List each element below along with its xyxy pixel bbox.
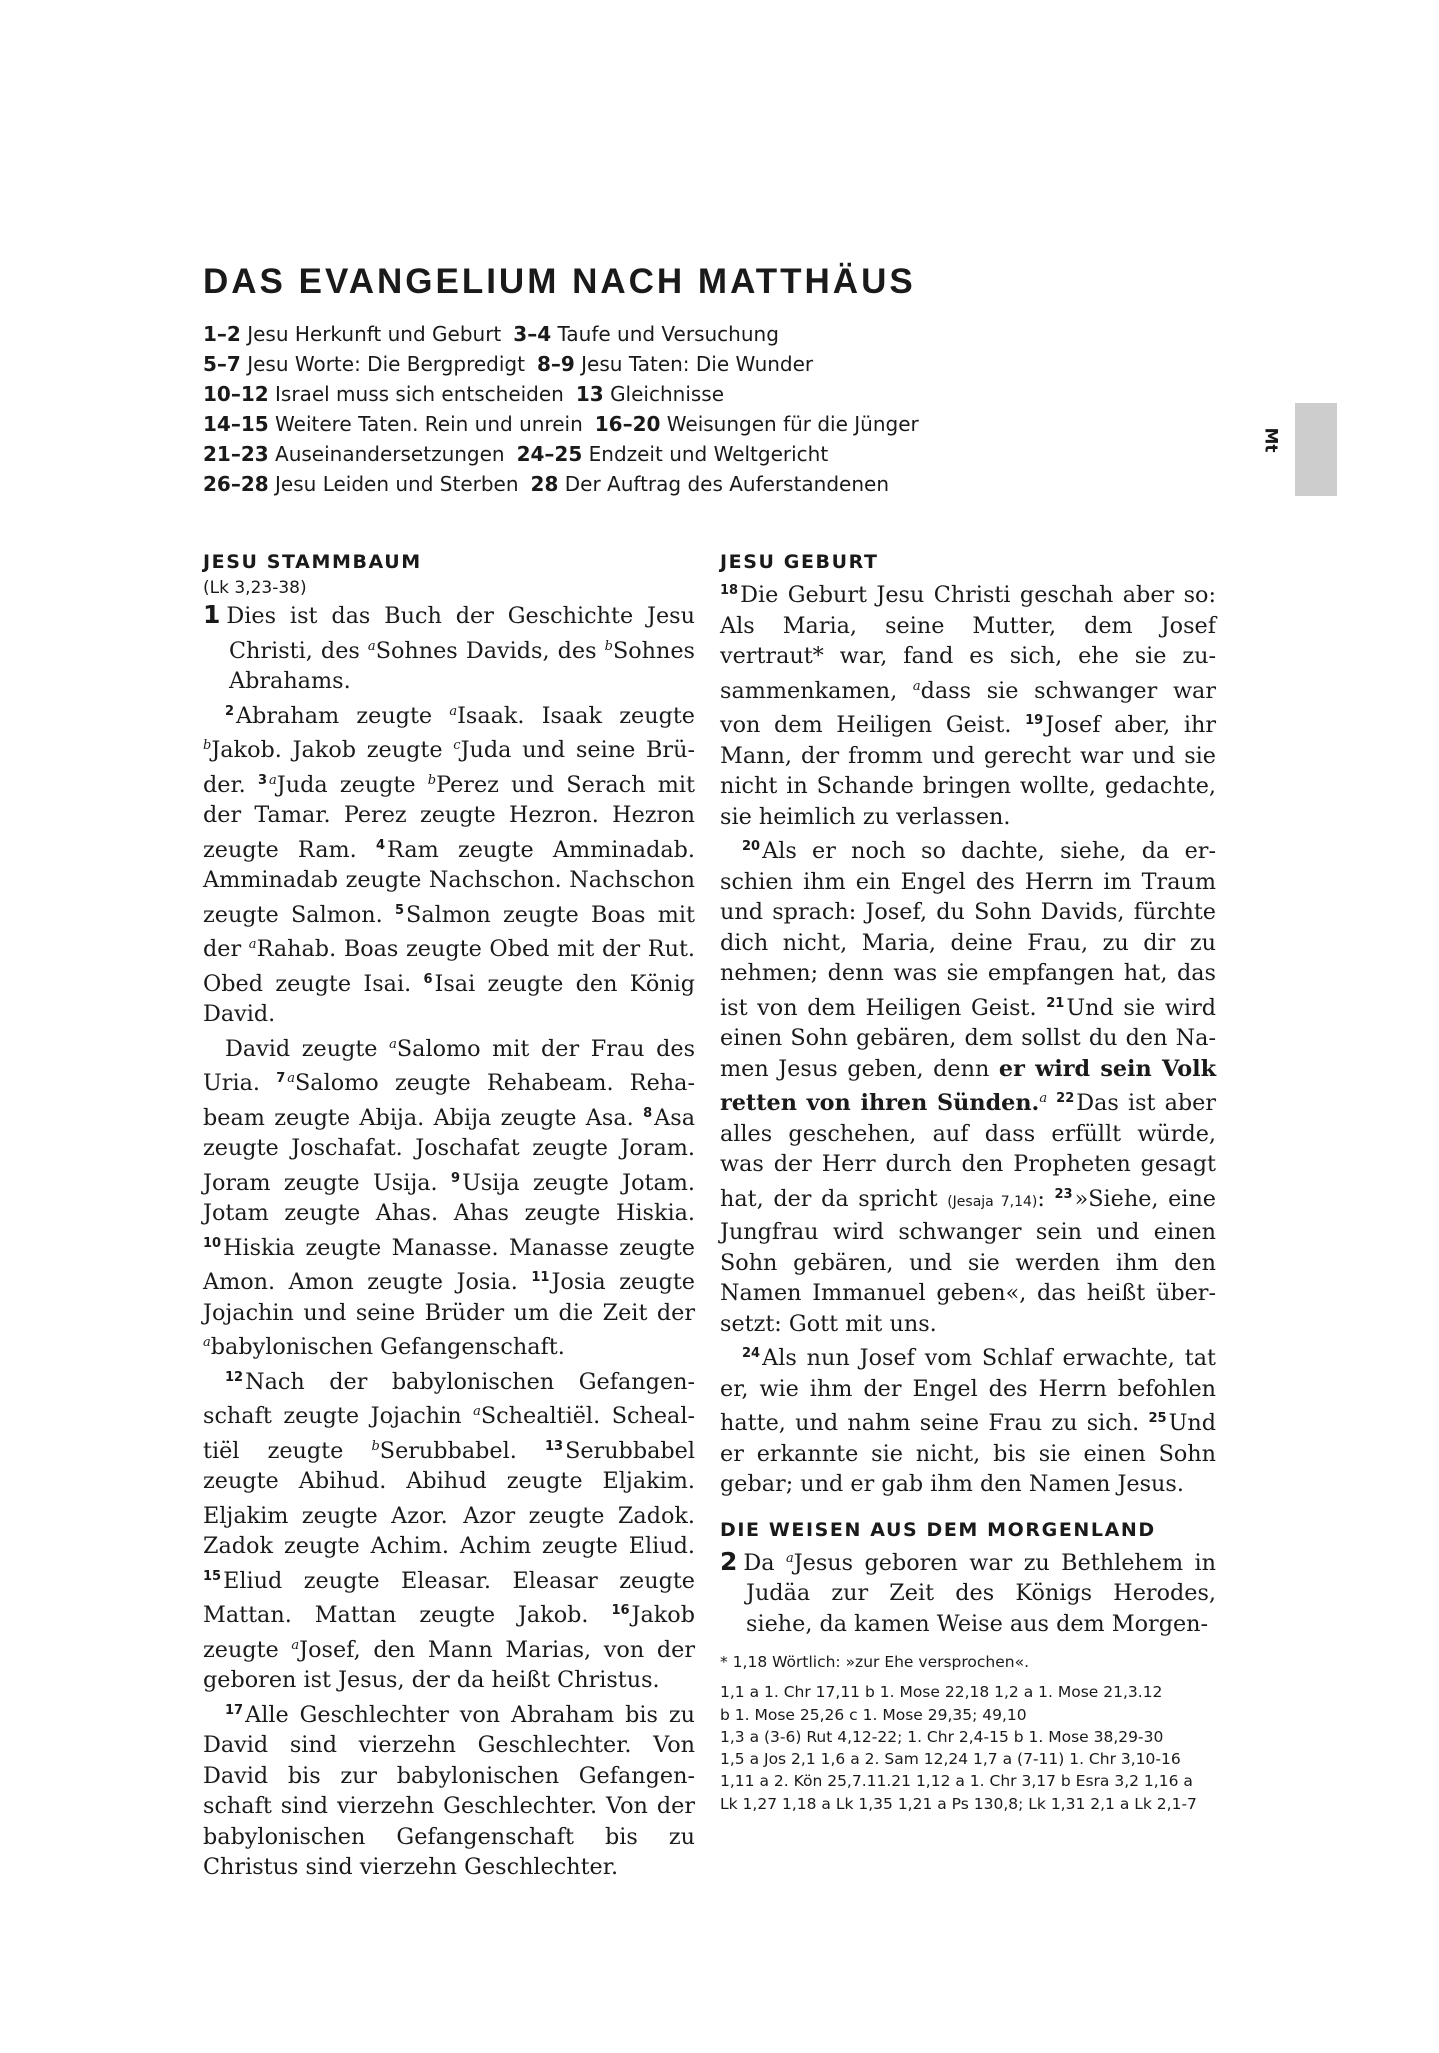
cross-reference-line: Lk 1,27 1,18 a Lk 1,35 1,21 a Ps 130,8; Lk 1,31 2,1 a Lk 2,1-7 <box>720 1794 1197 1813</box>
overview-topic: Weisungen für die Jünger <box>666 412 919 436</box>
verse-text: Eliud zeugte Eleasar. Eleasar zeugte Mattan. Mattan zeugte Jakob. <box>203 1567 695 1628</box>
verse-text: Sohnes Davids, des <box>375 637 605 664</box>
cross-reference-line: 1,5 a Jos 2,1 1,6 a 2. Sam 12,24 1,7 a (7-11) 1. Chr 3,10-16 <box>720 1750 1181 1769</box>
overview-topic: Gleichnisse <box>610 382 725 406</box>
verse-text: Hiskia zeugte Manasse. Manasse zeugte Amon. Amon zeugte Josia. <box>203 1234 695 1295</box>
verse-text: »Siehe, eine Jungfrau wird schwanger sein und einen Sohn gebären, und sie werden ihm den Namen Immanuel geben«, das heißt übersetzt: Gott mit uns. <box>720 1185 1216 1337</box>
verse-text: Da <box>743 1549 786 1576</box>
verse-text: Rahab. Boas zeugte Obed mit der Rut. Obed zeugte Isai. <box>203 936 695 997</box>
overview-range: 28 <box>530 472 559 496</box>
cross-reference-line: 1,3 a (3-6) Rut 4,12-22; 1. Chr 2,4-15 b 1. Mose 38,29-30 <box>720 1727 1164 1746</box>
verse-paragraph <box>720 1339 1216 1500</box>
verse-paragraph <box>720 576 1216 832</box>
left-column <box>203 548 695 1883</box>
verse-text: Serubbabel. <box>379 1437 545 1464</box>
verse-text: Als er noch so dachte, siehe, da erschien ihm ein Engel des Herrn im Traum und sprach: Josef, du Sohn Davids, fürchte dich nicht, Maria, deine Frau, zu dir zu nehmen; denn was sie empfangen hat, das ist von dem Heiligen Geist. <box>720 838 1216 1021</box>
verse-text: Ram zeugte Amminadab. Amminadab zeugte Nachschon. Nachschon zeugte Salmon. <box>203 836 695 928</box>
verse-paragraph <box>720 832 1216 1339</box>
footnote-mark: a <box>269 772 277 788</box>
verse-number: 2 <box>225 703 235 719</box>
footnote-mark: a <box>287 1071 296 1086</box>
verse-text: Juda und seine Brüder. <box>203 737 695 798</box>
verse-paragraph <box>203 600 695 697</box>
verse-number: 7 <box>276 1071 286 1086</box>
overview-row <box>203 319 1003 349</box>
verse-text: Das ist aber alles geschehen, auf dass erfüllt würde, was der Herr durch den Propheten gesagt hat, der da spricht <box>720 1090 1216 1212</box>
overview-topic: Taufe und Versuchung <box>557 322 779 346</box>
verse-number: 15 <box>203 1568 222 1584</box>
verse-text: Alle Geschlechter von Abraham bis zu David sind vierzehn Geschlechter. Von David bis zur babylonischen Gefangenschaft sind vierzehn Geschlechter. Von der babylonischen Gefangenschaft bis zu Christus sind vierzehn Geschlechter. <box>203 1701 695 1880</box>
overview-range: 8–9 <box>536 352 575 376</box>
chapter-number: 2 <box>720 1546 738 1576</box>
overview-range: 16–20 <box>594 412 661 436</box>
verse-text: Nach der babylonischen Gefangenschaft zeugte Jojachin <box>203 1368 695 1429</box>
overview-row <box>203 349 1003 379</box>
verse-text: Perez und Serach mit der Tamar. Perez zeugte Hezron. Hezron zeugte Ram. <box>203 771 695 863</box>
cross-reference-line: 1,1 a 1. Chr 17,11 b 1. Mose 22,18 1,2 a 1. Mose 21,3.12 <box>720 1683 1163 1702</box>
verse-text: Als nun Josef vom Schlaf erwachte, tat er, wie ihm der Engel des Herrn befohlen hatte, und nahm seine Frau zu sich. <box>720 1345 1216 1436</box>
verse-text: Salmon zeugte Boas mit der <box>203 901 695 962</box>
overview-topic: Weitere Taten. Rein und unrein <box>275 412 583 436</box>
verse-paragraph <box>203 1696 695 1883</box>
verse-text: Abraham zeugte <box>236 702 450 729</box>
overview-range: 24–25 <box>516 442 583 466</box>
footnote-mark: a <box>912 678 921 694</box>
verse-text: dass sie schwanger war von dem Heiligen Geist. <box>720 677 1216 738</box>
overview-range: 3–4 <box>513 322 552 346</box>
verse-number: 5 <box>395 902 405 918</box>
verse-number: 3 <box>257 772 268 788</box>
verse-paragraph <box>203 697 695 1030</box>
footnote-mark: a <box>449 703 458 719</box>
verse-text: : <box>1037 1185 1055 1212</box>
verse-number: 17 <box>225 1702 244 1718</box>
verse-text: Serubbabel zeugte Abihud. Abihud zeugte Eljakim. Eljakim zeugte Azor. <box>203 1437 695 1529</box>
footnote-mark: a <box>291 1637 300 1653</box>
verse-number: 4 <box>375 837 386 853</box>
verse-text: Usija zeugte Jotam. Jotam zeugte Ahas. Ahas zeugte Hiskia. <box>203 1169 696 1226</box>
footnote-mark: b <box>604 638 613 654</box>
verse-number: 9 <box>451 1170 461 1186</box>
verse-number: 22 <box>1056 1091 1075 1106</box>
verse-text: Asa zeugte Joschafat. Joschafat zeugte Joram. Joram zeugte Usija. <box>203 1104 695 1196</box>
verse-number: 8 <box>643 1105 653 1121</box>
verse-paragraph <box>720 1544 1216 1640</box>
overview-range: 14–15 <box>203 412 269 436</box>
verse-number: 10 <box>203 1235 222 1251</box>
footnote-mark: a <box>785 1550 794 1566</box>
verse-number: 18 <box>720 583 739 598</box>
footnote-mark: a <box>248 937 257 952</box>
right-column <box>720 548 1216 1639</box>
verse-number: 24 <box>742 1346 761 1361</box>
overview-range: 21–23 <box>203 442 269 466</box>
overview-range: 10–12 <box>203 382 269 406</box>
verse-number: 16 <box>611 1603 630 1618</box>
overview-row <box>203 379 1003 409</box>
overview-topic: Endzeit und Weltgericht <box>588 442 829 466</box>
footnote-mark: a <box>473 1404 481 1419</box>
footnote-mark: a <box>389 1036 397 1052</box>
verse-text: Isai zeugte den König David. <box>203 970 696 1027</box>
verse-text: Die Geburt Jesu Christi geschah aber so: Als Maria, seine Mutter, dem Josef vertraut* war, fand es sich, ehe sie zusammenkamen, <box>720 582 1216 704</box>
verse-text: Jakob zeugte <box>203 1602 695 1663</box>
verse-text: Juda zeugte <box>276 771 428 798</box>
verse-paragraph <box>203 1363 695 1696</box>
verse-text: Salomo mit der Frau des Uria. <box>203 1035 696 1096</box>
verse-text: David zeugte <box>225 1035 390 1062</box>
footnotes-area <box>720 1651 1225 1815</box>
cross-references <box>720 1681 1225 1815</box>
cross-reference-line: b 1. Mose 25,26 c 1. Mose 29,35; 49,10 <box>720 1705 1027 1724</box>
verse-text: Josef, den Mann Marias, von der geboren ist Jesus, der da heißt Christus. <box>203 1636 695 1693</box>
footnote-mark: c <box>453 738 461 753</box>
verse-text: Salomo zeugte Rehabeam. Rehabeam zeugte Abija. Abija zeugte Asa. <box>203 1070 695 1131</box>
verse-number: 6 <box>423 971 433 987</box>
overview-row <box>203 469 1003 499</box>
chapter-number: 1 <box>203 600 221 629</box>
footnote-mark: a <box>367 638 376 654</box>
verse-number: 21 <box>1046 995 1065 1011</box>
overview-range: 1–2 <box>203 322 241 346</box>
footnote-mark: a <box>1039 1091 1048 1106</box>
overview-topic: Israel muss sich entscheiden <box>275 382 564 406</box>
overview-range: 26–28 <box>203 472 269 496</box>
verse-number: 12 <box>225 1369 244 1385</box>
verse-text: Josia zeugte Jojachin und seine Brüder um die Zeit der <box>203 1269 695 1326</box>
footnote: * 1,18 Wörtlich: »zur Ehe versprochen«. <box>720 1653 1030 1671</box>
book-thumb-label: Mt <box>1260 427 1281 453</box>
parallel-reference: (Lk 3,23-38) <box>203 578 307 598</box>
overview-topic: Jesu Worte: Die Bergpredigt <box>247 352 525 376</box>
verse-text: Josef aber, ihr Mann, der fromm und gerecht war und sie nicht in Schande bringen wollte, gedachte, sie heimlich zu verlassen. <box>720 712 1216 830</box>
verse-number: 20 <box>742 839 761 854</box>
quote-reference: (Jesaja 7,14) <box>947 1193 1038 1210</box>
footnote-mark: a <box>203 1335 211 1350</box>
verse-paragraph <box>203 1030 695 1363</box>
overview-row <box>203 409 1003 439</box>
verse-number: 13 <box>544 1438 564 1454</box>
section-heading: DIE WEISEN AUS DEM MORGENLAND <box>720 1518 1156 1541</box>
overview-topic: Jesu Herkunft und Geburt <box>247 322 502 346</box>
overview-topic: Jesu Taten: Die Wunder <box>581 352 814 376</box>
verse-number: 11 <box>531 1270 550 1285</box>
verse-text: Und sie wird einen Sohn gebären, dem sollst du den Namen Jesus geben, denn <box>720 994 1216 1082</box>
verse-number: 23 <box>1054 1186 1073 1202</box>
verse-text: babylonischen Gefangenschaft. <box>210 1334 565 1360</box>
book-thumb-tab <box>1295 403 1337 496</box>
verse-text: Sohnes Abrahams. <box>229 637 695 694</box>
verse-number: 19 <box>1025 713 1044 728</box>
verse-text: Jesus geboren war zu Bethlehem in Judäa zur Zeit des Königs Herodes, siehe, da kamen Weise aus dem Morgen- <box>746 1549 1216 1637</box>
footnote-mark: b <box>371 1438 380 1454</box>
book-overview <box>203 319 1003 499</box>
verse-text: Isaak. Isaak zeugte <box>457 702 695 729</box>
book-title: DAS EVANGELIUM NACH MATTHÄUS <box>203 262 916 301</box>
verse-text: Schealtiël. Schealtiël zeugte <box>203 1403 696 1464</box>
overview-topic: Der Auftrag des Auferstandenen <box>564 472 889 496</box>
cross-reference-line: 1,11 a 2. Kön 25,7.11.21 1,12 a 1. Chr 3,17 b Esra 3,2 1,16 a <box>720 1772 1193 1791</box>
overview-range: 5–7 <box>203 352 241 376</box>
verse-number: 25 <box>1148 1411 1167 1426</box>
emphasized-quote: er wird sein Volk retten von ihren Sünden. <box>720 1055 1217 1116</box>
verse-text: Dies ist das Buch der Geschichte Jesu Christi, des <box>226 603 695 664</box>
section-heading: JESU GEBURT <box>720 551 879 573</box>
verse-text: Jakob. Jakob zeugte <box>211 737 454 763</box>
overview-topic: Jesu Leiden und Sterben <box>275 472 519 496</box>
verse-text: Und er erkannte sie nicht, bis sie einen Sohn gebar; und er gab ihm den Namen Jesus. <box>720 1410 1216 1497</box>
section-heading: JESU STAMMBAUM <box>203 551 422 573</box>
verse-text: Azor zeugte Zadok. Zadok zeugte Achim. Achim zeugte Eliud. <box>203 1502 695 1559</box>
overview-range: 13 <box>575 382 604 406</box>
overview-topic: Auseinandersetzungen <box>275 442 505 466</box>
footnote-mark: b <box>427 772 437 788</box>
footnote-mark: b <box>203 738 212 753</box>
overview-row <box>203 439 1003 469</box>
